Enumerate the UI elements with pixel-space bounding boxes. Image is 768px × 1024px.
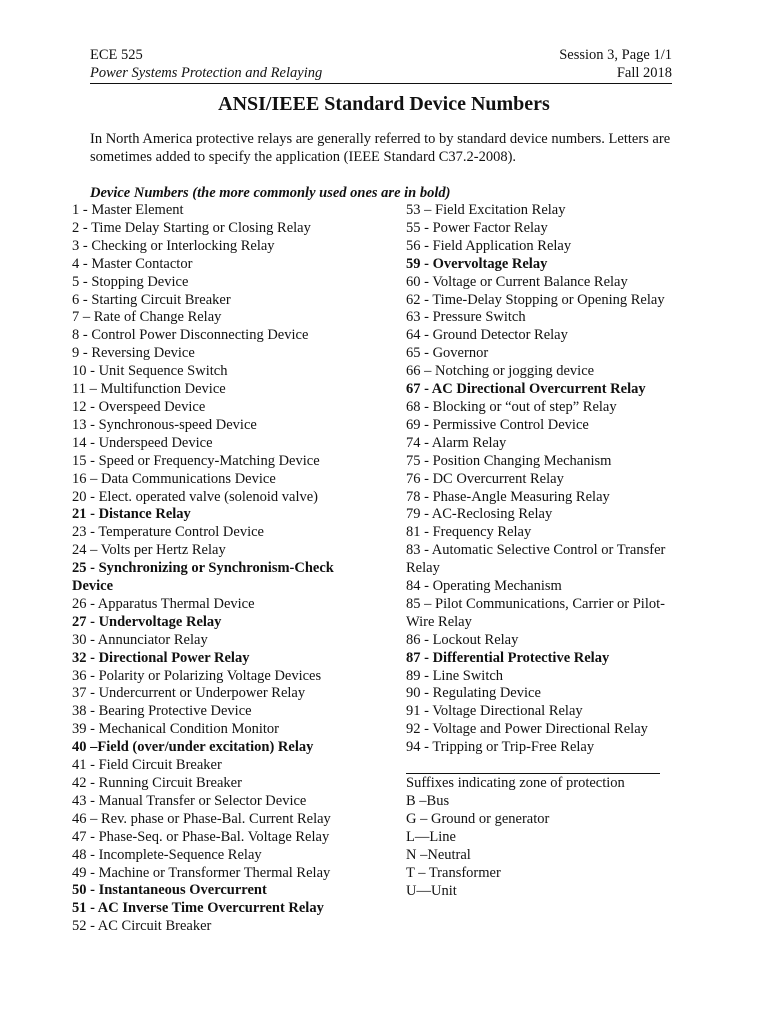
device-number-item: 85 – Pilot Communications, Carrier or Pilot- xyxy=(406,595,665,612)
device-number-item: 1 - Master Element xyxy=(72,202,184,218)
device-number-item: 75 - Position Changing Mechanism xyxy=(406,452,612,469)
device-number-item: 78 - Phase-Angle Measuring Relay xyxy=(406,488,610,505)
intro-paragraph: In North America protective relays are generally referred to by standard device numbers. Letters are sometimes added to specify the application (IEEE Standard C37.2-2008). xyxy=(90,131,671,165)
device-number-item: 21 - Distance Relay xyxy=(72,506,191,523)
device-number-item: 90 - Regulating Device xyxy=(406,685,541,702)
device-number-item: Wire Relay xyxy=(406,613,472,630)
device-number-item: 55 - Power Factor Relay xyxy=(406,219,548,236)
suffix-heading: Suffixes indicating zone of protection xyxy=(406,773,660,792)
device-number-item: 66 – Notching or jogging device xyxy=(406,363,595,380)
suffix-item: G – Ground or generator xyxy=(406,811,550,827)
device-number-item: 47 - Phase-Seq. or Phase-Bal. Voltage Relay xyxy=(72,828,330,845)
device-number-item: 23 - Temperature Control Device xyxy=(72,524,264,541)
suffix-item: T – Transformer xyxy=(406,865,501,881)
device-number-item: 5 - Stopping Device xyxy=(72,273,189,290)
suffix-section xyxy=(406,773,660,900)
device-number-item: 56 - Field Application Relay xyxy=(406,237,572,254)
device-number-item: 13 - Synchronous-speed Device xyxy=(72,416,257,433)
device-number-item: 6 - Starting Circuit Breaker xyxy=(72,291,231,308)
device-number-item: 49 - Machine or Transformer Thermal Relay xyxy=(72,864,331,881)
device-number-item: 79 - AC-Reclosing Relay xyxy=(406,506,553,523)
device-number-item: 14 - Underspeed Device xyxy=(72,434,213,451)
device-number-item: 42 - Running Circuit Breaker xyxy=(72,775,242,791)
device-number-item: 68 - Blocking or “out of step” Relay xyxy=(406,398,617,415)
device-number-item: 20 - Elect. operated valve (solenoid valve) xyxy=(72,488,318,505)
device-number-item: 87 - Differential Protective Relay xyxy=(406,649,610,666)
device-number-item: 30 - Annunciator Relay xyxy=(72,631,208,648)
device-number-item: Relay xyxy=(406,560,440,577)
device-number-item: 4 - Master Contactor xyxy=(72,255,193,272)
session-page: Session 3, Page 1/1 xyxy=(559,47,672,63)
device-number-item: 50 - Instantaneous Overcurrent xyxy=(72,882,267,899)
device-number-item: 84 - Operating Mechanism xyxy=(406,578,562,595)
device-number-item: 52 - AC Circuit Breaker xyxy=(72,918,212,935)
device-number-item: 60 - Voltage or Current Balance Relay xyxy=(406,273,628,290)
suffix-item: B –Bus xyxy=(406,793,450,809)
device-number-item: 12 - Overspeed Device xyxy=(72,398,206,415)
suffix-item: L—Line xyxy=(406,829,456,845)
device-number-item: 53 – Field Excitation Relay xyxy=(406,202,566,218)
device-number-item: 2 - Time Delay Starting or Closing Relay xyxy=(72,219,311,236)
device-number-item: 10 - Unit Sequence Switch xyxy=(72,363,228,380)
device-number-item: 39 - Mechanical Condition Monitor xyxy=(72,721,279,738)
device-numbers-heading: Device Numbers (the more commonly used ones are in bold) xyxy=(90,185,451,201)
device-number-item: 76 - DC Overcurrent Relay xyxy=(406,470,564,487)
device-number-item: 24 – Volts per Hertz Relay xyxy=(72,542,226,559)
device-list-right xyxy=(406,202,691,757)
course-title: Power Systems Protection and Relaying xyxy=(90,65,323,81)
device-number-item: 16 – Data Communications Device xyxy=(72,470,276,487)
device-list-left xyxy=(72,202,382,936)
page-title: ANSI/IEEE Standard Device Numbers xyxy=(218,93,550,115)
device-number-item: 36 - Polarity or Polarizing Voltage Devices xyxy=(72,667,322,684)
device-number-item: 63 - Pressure Switch xyxy=(406,309,526,326)
device-number-item: 40 –Field (over/under excitation) Relay xyxy=(72,739,314,756)
device-number-item: 3 - Checking or Interlocking Relay xyxy=(72,237,275,254)
device-number-item: 83 - Automatic Selective Control or Transfer xyxy=(406,542,666,559)
device-number-item: 48 - Incomplete-Sequence Relay xyxy=(72,846,262,863)
device-number-item: 26 - Apparatus Thermal Device xyxy=(72,595,255,612)
device-number-item: 69 - Permissive Control Device xyxy=(406,416,589,433)
suffix-list xyxy=(406,792,660,900)
device-number-item: 67 - AC Directional Overcurrent Relay xyxy=(406,381,646,398)
device-number-item: 46 – Rev. phase or Phase-Bal. Current Relay xyxy=(72,810,331,827)
page-header xyxy=(90,46,672,84)
device-number-item: 11 – Multifunction Device xyxy=(72,381,226,398)
device-number-item: 89 - Line Switch xyxy=(406,667,504,684)
device-number-item: 92 - Voltage and Power Directional Relay xyxy=(406,721,648,738)
device-number-item: Device xyxy=(72,578,114,595)
device-number-item: 27 - Undervoltage Relay xyxy=(72,613,222,630)
device-number-item: 32 - Directional Power Relay xyxy=(72,649,250,666)
device-number-item: 43 - Manual Transfer or Selector Device xyxy=(72,792,307,809)
course-code: ECE 525 xyxy=(90,47,143,63)
device-number-item: 8 - Control Power Disconnecting Device xyxy=(72,327,309,344)
device-number-item: 37 - Undercurrent or Underpower Relay xyxy=(72,685,306,702)
device-number-item: 41 - Field Circuit Breaker xyxy=(72,757,222,774)
device-number-item: 59 - Overvoltage Relay xyxy=(406,255,548,272)
device-number-item: 64 - Ground Detector Relay xyxy=(406,327,568,344)
device-number-item: 81 - Frequency Relay xyxy=(406,524,532,541)
device-number-item: 51 - AC Inverse Time Overcurrent Relay xyxy=(72,900,324,917)
device-number-item: 65 - Governor xyxy=(406,345,489,362)
device-number-item: 38 - Bearing Protective Device xyxy=(72,703,252,720)
device-number-item: 7 – Rate of Change Relay xyxy=(72,309,222,326)
term: Fall 2018 xyxy=(616,65,672,81)
device-number-item: 9 - Reversing Device xyxy=(72,345,195,362)
suffix-item: N –Neutral xyxy=(406,847,471,863)
device-number-item: 15 - Speed or Frequency-Matching Device xyxy=(72,452,320,469)
device-number-item: 62 - Time-Delay Stopping or Opening Relay xyxy=(406,291,665,308)
device-number-item: 94 - Tripping or Trip-Free Relay xyxy=(406,739,595,756)
device-number-item: 91 - Voltage Directional Relay xyxy=(406,703,583,720)
device-number-item: 74 - Alarm Relay xyxy=(406,434,507,451)
suffix-item: U—Unit xyxy=(406,883,457,899)
device-number-item: 25 - Synchronizing or Synchronism-Check xyxy=(72,560,334,577)
device-number-item: 86 - Lockout Relay xyxy=(406,631,519,648)
